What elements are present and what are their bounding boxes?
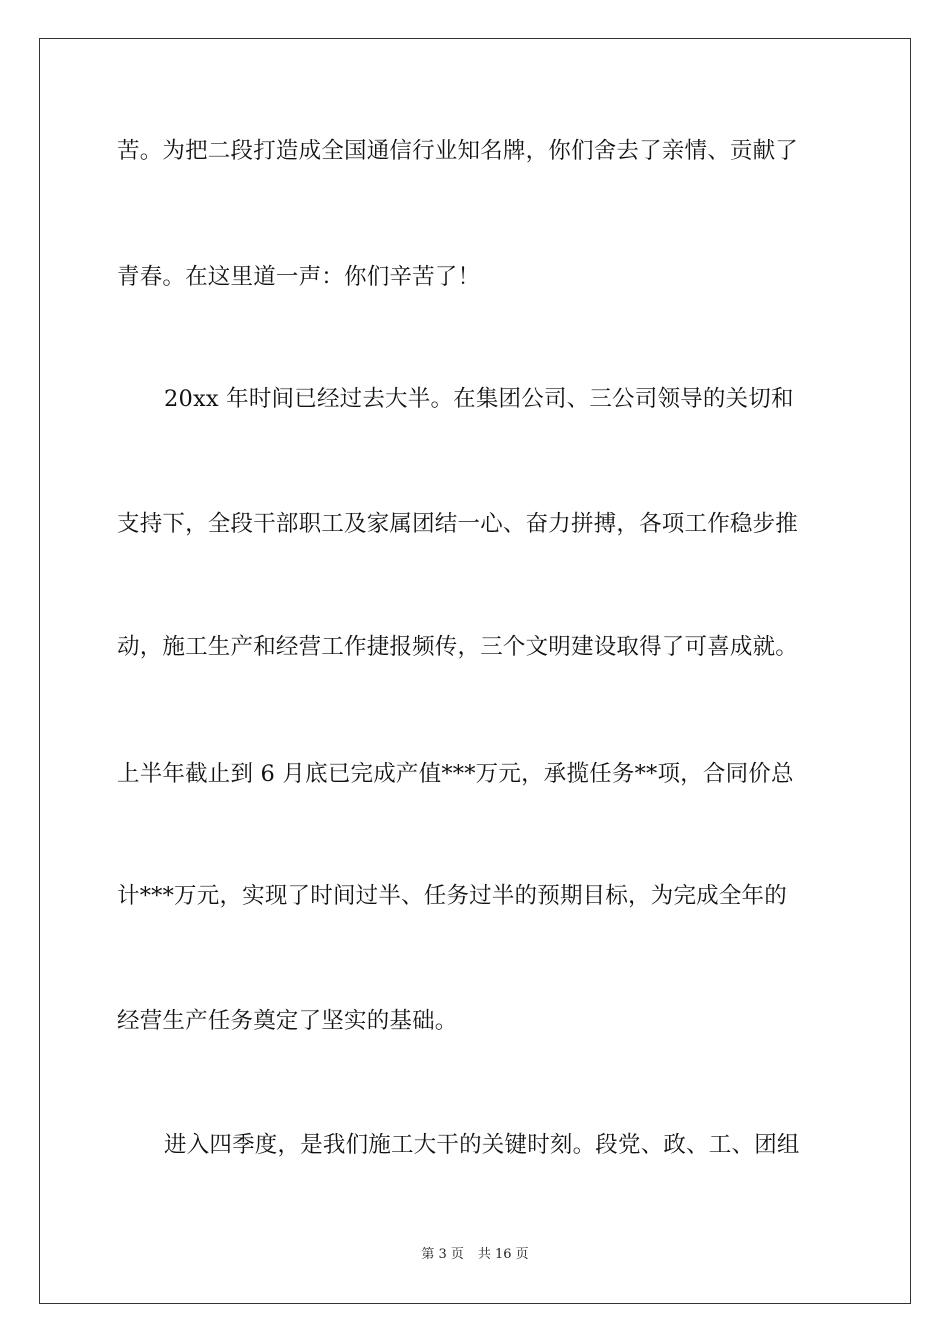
body-text-line: 动，施工生产和经营工作捷报频传，三个文明建设取得了可喜成就。 — [117, 634, 799, 660]
body-text-line: 上半年截止到 6 月底已完成产值***万元，承揽任务**项，合同价总 — [117, 761, 794, 787]
page-border — [39, 38, 911, 1304]
paragraph-first-line: 进入四季度，是我们施工大干的关键时刻。段党、政、工、团组 — [164, 1132, 800, 1158]
body-text-line: 苦。为把二段打造成全国通信行业知名牌，你们舍去了亲情、贡献了 — [117, 138, 799, 164]
paragraph-first-line: 20xx 年时间已经过去大半。在集团公司、三公司领导的关切和 — [164, 386, 794, 412]
body-text-line: 计***万元，实现了时间过半、任务过半的预期目标，为完成全年的 — [117, 883, 787, 909]
page-footer — [0, 1247, 950, 1263]
body-text-line: 经营生产任务奠定了坚实的基础。 — [117, 1008, 458, 1034]
page-total: 共 16 页 — [477, 1247, 529, 1262]
page-number: 第 3 页 — [421, 1247, 464, 1262]
body-text-line: 支持下，全段干部职工及家属团结一心、奋力拼搏，各项工作稳步推 — [117, 511, 799, 537]
body-text-line: 青春。在这里道一声：你们辛苦了！ — [117, 264, 481, 290]
